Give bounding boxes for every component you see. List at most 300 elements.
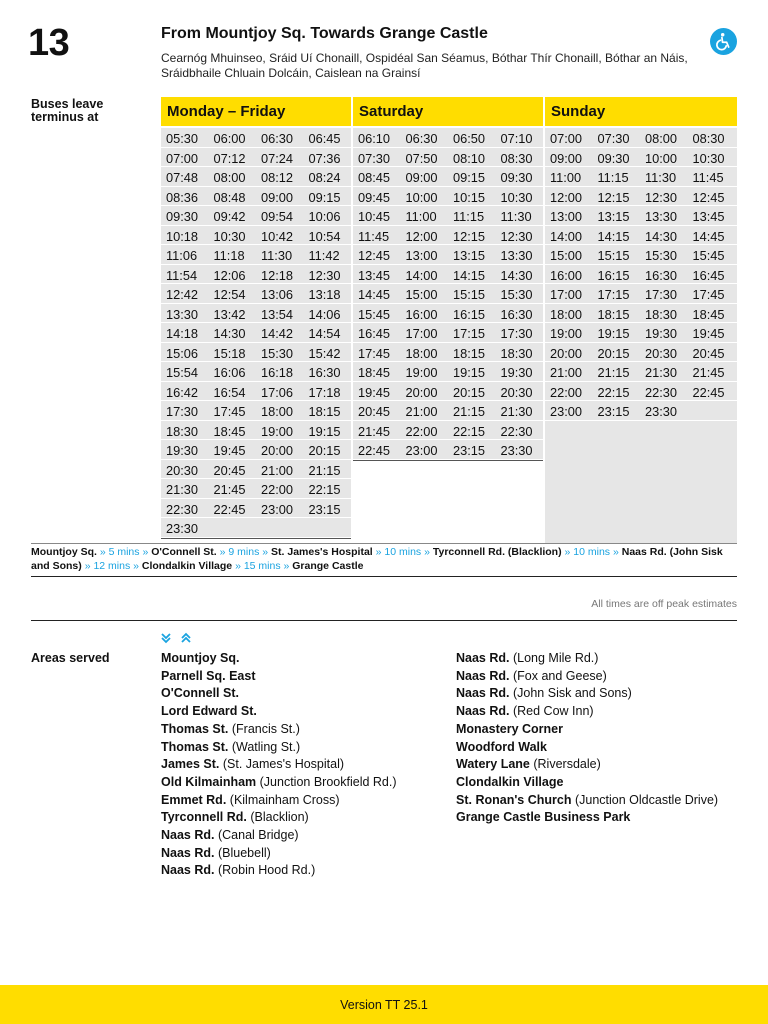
time-row	[545, 167, 737, 187]
departure-time: 13:15	[453, 248, 486, 263]
departure-time: 13:30	[500, 248, 533, 263]
time-row	[353, 284, 543, 304]
departure-time: 12:18	[261, 267, 294, 283]
departure-time: 20:30	[500, 384, 533, 400]
area-item	[161, 685, 397, 703]
area-name: Clondalkin Village	[456, 774, 564, 789]
departure-time: 22:00	[550, 384, 583, 400]
terminus-label: Buses leave terminus at	[31, 97, 104, 124]
time-row	[353, 245, 543, 265]
journey-duration: » 5 mins »	[99, 546, 149, 558]
departure-time: 09:42	[213, 209, 246, 224]
departure-time: 20:00	[261, 443, 294, 458]
departure-time: 06:00	[213, 131, 246, 146]
departure-time: 18:15	[308, 404, 341, 419]
area-name: St. Ronan's Church	[456, 792, 572, 807]
departure-time: 21:30	[166, 482, 199, 497]
departure-time: 06:10	[358, 131, 391, 146]
column-end-rule	[161, 538, 351, 539]
departure-time: 22:00	[261, 482, 294, 497]
time-row	[161, 284, 351, 304]
wheelchair-icon	[710, 28, 737, 55]
departure-time: 15:15	[597, 248, 630, 263]
departure-time: 16:00	[405, 306, 438, 322]
departure-time: 12:30	[308, 267, 341, 283]
departure-time: 11:54	[166, 267, 198, 283]
departure-time: 15:06	[166, 345, 199, 361]
departure-time: 15:00	[550, 248, 583, 263]
departure-time: 20:30	[166, 462, 199, 478]
departure-time: 20:45	[692, 345, 725, 361]
departure-time: 14:54	[308, 326, 341, 341]
departure-time: 10:18	[166, 228, 199, 244]
departure-time: 19:30	[500, 365, 533, 380]
departure-time: 07:48	[166, 170, 199, 185]
areas-served-label: Areas served	[31, 651, 110, 665]
departure-time: 22:45	[692, 384, 725, 400]
departure-time: 08:24	[308, 170, 341, 185]
time-row	[161, 148, 351, 168]
version-footer	[0, 985, 768, 1024]
time-row	[161, 382, 351, 402]
divider	[31, 543, 737, 544]
journey-stop: Clondalkin Village	[141, 559, 233, 572]
departure-time: 12:00	[405, 228, 438, 244]
time-row	[545, 401, 737, 421]
departure-time: 07:12	[213, 150, 246, 166]
area-detail: (Watling St.)	[231, 739, 301, 754]
time-row	[161, 362, 351, 382]
departure-time: 11:42	[308, 248, 340, 263]
journey-stop: Tyrconnell Rd. (Blacklion)	[432, 546, 562, 558]
departure-time: 08:30	[692, 131, 725, 146]
time-row	[353, 148, 543, 168]
area-item	[161, 845, 397, 863]
departure-time: 17:30	[500, 326, 533, 341]
departure-time: 09:15	[453, 170, 486, 185]
departure-time: 12:15	[597, 189, 630, 205]
departure-time: 21:30	[645, 365, 678, 380]
area-item	[161, 774, 397, 792]
area-detail: (Fox and Geese)	[512, 668, 607, 683]
departure-time: 17:45	[358, 345, 391, 361]
departure-time: 18:15	[453, 345, 486, 361]
area-detail: (Junction Oldcastle Drive)	[574, 792, 719, 807]
area-name: Grange Castle Business Park	[456, 810, 631, 825]
departure-time: 19:30	[166, 443, 199, 458]
departure-time: 18:30	[645, 306, 678, 322]
departure-time: 11:30	[645, 170, 677, 185]
time-row	[545, 323, 737, 343]
time-row	[161, 323, 351, 343]
departure-time: 07:50	[405, 150, 438, 166]
time-row	[161, 440, 351, 460]
departure-time: 17:00	[550, 287, 583, 302]
area-item	[161, 650, 397, 668]
time-row	[545, 206, 737, 226]
day-header: Monday – Friday	[161, 97, 353, 126]
departure-time: 15:30	[500, 287, 533, 302]
departure-time: 16:15	[453, 306, 486, 322]
time-row	[161, 421, 351, 441]
area-name: Watery Lane	[456, 757, 530, 772]
departure-time: 19:45	[692, 326, 725, 341]
departure-time: 15:00	[405, 287, 438, 302]
departure-time: 10:30	[500, 189, 533, 205]
areas-list-right	[456, 650, 718, 827]
departure-time: 18:45	[213, 423, 246, 439]
time-row	[353, 187, 543, 207]
departure-time: 06:30	[261, 131, 294, 146]
route-number: 13	[28, 22, 70, 64]
departure-time: 07:10	[500, 131, 533, 146]
departure-time: 12:45	[358, 248, 391, 263]
time-row	[353, 401, 543, 421]
departure-time: 20:00	[550, 345, 583, 361]
area-item	[456, 721, 718, 739]
departure-time: 17:45	[213, 404, 246, 419]
departure-time: 11:45	[692, 170, 724, 185]
departure-time: 09:15	[308, 189, 341, 205]
departure-time: 12:45	[692, 189, 725, 205]
departure-time: 22:15	[597, 384, 630, 400]
time-row	[545, 382, 737, 402]
departure-time: 10:00	[645, 150, 678, 166]
departure-time: 15:30	[261, 345, 294, 361]
area-item	[161, 721, 397, 739]
departure-time: 14:45	[692, 228, 725, 244]
time-row	[161, 226, 351, 246]
departure-time: 07:00	[166, 150, 199, 166]
departure-time: 12:42	[166, 287, 199, 302]
departure-time: 16:45	[692, 267, 725, 283]
area-name: James St.	[161, 757, 220, 772]
area-name: Thomas St.	[161, 721, 229, 736]
departure-time: 18:15	[597, 306, 630, 322]
area-item	[456, 809, 718, 827]
departure-time: 06:30	[405, 131, 438, 146]
departure-time: 11:30	[261, 248, 293, 263]
area-name: Naas Rd.	[456, 704, 510, 719]
time-row	[353, 323, 543, 343]
departure-time: 09:30	[500, 170, 533, 185]
departure-time: 13:54	[261, 306, 294, 322]
departure-time: 11:00	[405, 209, 437, 224]
departure-time: 21:30	[500, 404, 533, 419]
departure-time: 22:30	[645, 384, 678, 400]
departure-time: 08:30	[500, 150, 533, 166]
departure-time: 23:00	[261, 501, 294, 517]
departure-time: 11:15	[453, 209, 485, 224]
departure-time: 19:00	[405, 365, 438, 380]
departure-time: 21:15	[453, 404, 486, 419]
time-row	[161, 499, 351, 519]
area-detail: (Blacklion)	[250, 810, 309, 825]
departure-time: 14:15	[597, 228, 630, 244]
area-detail: (Long Mile Rd.)	[512, 651, 599, 665]
departure-time: 08:10	[453, 150, 486, 166]
departure-time: 22:30	[166, 501, 199, 517]
area-name: Naas Rd.	[456, 651, 510, 665]
departure-time: 18:45	[692, 306, 725, 322]
departure-time: 14:00	[550, 228, 583, 244]
time-row	[545, 265, 737, 285]
departure-time: 08:48	[213, 189, 246, 205]
area-name: Naas Rd.	[161, 828, 215, 843]
departure-time: 15:45	[358, 306, 391, 322]
area-detail: (Robin Hood Rd.)	[217, 863, 316, 878]
departure-time: 21:45	[358, 423, 391, 439]
departure-time: 13:30	[645, 209, 678, 224]
area-detail: (Junction Brookfield Rd.)	[259, 774, 397, 789]
departure-time: 20:45	[213, 462, 246, 478]
departure-time: 16:18	[261, 365, 294, 380]
area-item	[161, 739, 397, 757]
departure-time: 10:00	[405, 189, 438, 205]
departure-time: 13:00	[405, 248, 438, 263]
departure-time: 18:00	[261, 404, 294, 419]
departure-time: 21:15	[308, 462, 341, 478]
departure-time: 13:15	[597, 209, 630, 224]
departure-time: 20:45	[358, 404, 391, 419]
departure-time: 15:45	[692, 248, 725, 263]
divider	[31, 620, 737, 621]
time-row	[161, 167, 351, 187]
departure-time: 16:30	[308, 365, 341, 380]
departure-time: 13:45	[692, 209, 725, 224]
departure-time: 08:45	[358, 170, 391, 185]
area-item	[161, 862, 397, 880]
departure-time: 14:30	[645, 228, 678, 244]
weekday-column	[161, 97, 353, 539]
departure-time: 09:30	[166, 209, 199, 224]
journey-stop: St. James's Hospital	[271, 546, 373, 558]
departure-time: 14:18	[166, 326, 199, 341]
area-detail: (Riversdale)	[533, 757, 601, 772]
area-item	[161, 809, 397, 827]
departure-time: 23:30	[645, 404, 678, 419]
area-detail: (Kilmainham Cross)	[229, 792, 340, 807]
departure-time: 16:15	[597, 267, 630, 283]
departure-time: 18:00	[550, 306, 583, 322]
area-name: Naas Rd.	[161, 845, 215, 860]
time-row	[545, 362, 737, 382]
day-header: Sunday	[545, 97, 737, 126]
departure-time: 09:00	[405, 170, 438, 185]
departure-time: 13:30	[166, 306, 199, 322]
departure-time: 19:15	[308, 423, 341, 439]
time-row	[161, 401, 351, 421]
departure-time: 17:15	[597, 287, 630, 302]
area-item	[161, 827, 397, 845]
departure-time: 14:30	[213, 326, 246, 341]
departure-time: 15:18	[213, 345, 246, 361]
departure-time: 16:00	[550, 267, 583, 283]
day-times	[545, 128, 737, 543]
journey-stop: Naas Rd. (John Sisk and Sons)	[31, 546, 723, 572]
area-name: Naas Rd.	[456, 686, 510, 701]
time-row	[353, 265, 543, 285]
area-detail: (Canal Bridge)	[217, 828, 299, 843]
departure-time: 19:00	[550, 326, 583, 341]
departure-time: 13:00	[550, 209, 583, 224]
journey-duration: » 15 mins »	[235, 559, 290, 572]
time-row	[545, 245, 737, 265]
departure-time: 20:15	[453, 384, 486, 400]
departure-time: 14:45	[358, 287, 391, 302]
departure-time: 12:00	[550, 189, 583, 205]
departure-time: 14:15	[453, 267, 486, 283]
route-title: From Mountjoy Sq. Towards Grange Castle	[161, 25, 488, 42]
area-detail: (Red Cow Inn)	[512, 704, 594, 719]
departure-time: 14:42	[261, 326, 294, 341]
departure-time: 23:15	[453, 443, 486, 458]
departure-time: 21:45	[692, 365, 725, 380]
departure-time: 23:15	[308, 501, 341, 517]
off-peak-note: All times are off peak estimates	[591, 598, 737, 610]
departure-time: 10:45	[358, 209, 391, 224]
departure-time: 19:30	[645, 326, 678, 341]
departure-time: 07:30	[597, 131, 630, 146]
time-row	[545, 148, 737, 168]
time-row	[353, 304, 543, 324]
area-item	[161, 668, 397, 686]
time-row	[353, 421, 543, 441]
area-name: O'Connell St.	[161, 686, 239, 701]
time-row	[545, 343, 737, 363]
departure-time: 17:30	[645, 287, 678, 302]
departure-time: 22:45	[213, 501, 246, 517]
departure-time: 06:50	[453, 131, 486, 146]
departure-time: 09:30	[597, 150, 630, 166]
time-row	[161, 479, 351, 499]
time-row	[161, 206, 351, 226]
time-row	[545, 128, 737, 148]
departure-time: 19:45	[213, 443, 246, 458]
departure-time: 19:45	[358, 384, 391, 400]
departure-time: 08:36	[166, 189, 199, 205]
departure-time: 16:06	[213, 365, 246, 380]
departure-time: 06:45	[308, 131, 341, 146]
time-row	[353, 343, 543, 363]
area-name: Tyrconnell Rd.	[161, 810, 247, 825]
area-name: Lord Edward St.	[161, 704, 257, 719]
departure-time: 07:00	[550, 131, 583, 146]
departure-time: 21:45	[213, 482, 246, 497]
departure-time: 14:30	[500, 267, 533, 283]
departure-time: 20:15	[597, 345, 630, 361]
departure-time: 12:30	[645, 189, 678, 205]
departure-time: 10:30	[213, 228, 246, 244]
departure-time: 05:30	[166, 131, 199, 146]
departure-time: 18:45	[358, 365, 391, 380]
departure-time: 08:12	[261, 170, 294, 185]
departure-time: 08:00	[213, 170, 246, 185]
departure-time: 09:00	[261, 189, 294, 205]
departure-time: 19:15	[597, 326, 630, 341]
departure-time: 10:54	[308, 228, 341, 244]
time-row	[353, 440, 543, 460]
departure-time: 11:18	[213, 248, 245, 263]
departure-time: 22:15	[453, 423, 486, 439]
time-row	[161, 460, 351, 480]
departure-time: 15:42	[308, 345, 341, 361]
day-header: Saturday	[353, 97, 545, 126]
time-row	[161, 343, 351, 363]
departure-time: 17:06	[261, 384, 294, 400]
area-detail: (John Sisk and Sons)	[512, 686, 632, 701]
departure-time: 07:24	[261, 150, 294, 166]
departure-time: 09:54	[261, 209, 294, 224]
departure-time: 15:30	[645, 248, 678, 263]
departure-time: 13:18	[308, 287, 341, 302]
journey-duration: » 10 mins »	[564, 546, 619, 558]
departure-time: 13:45	[358, 267, 391, 283]
time-row	[545, 226, 737, 246]
journey-stop: O'Connell St.	[151, 546, 217, 558]
departure-time: 16:54	[213, 384, 246, 400]
time-row	[353, 362, 543, 382]
time-row	[161, 187, 351, 207]
time-row	[353, 128, 543, 148]
time-row	[161, 518, 351, 538]
area-item	[456, 739, 718, 757]
area-name: Woodford Walk	[456, 739, 547, 754]
departure-time: 20:00	[405, 384, 438, 400]
departure-time: 20:15	[308, 443, 341, 458]
departure-time: 20:30	[645, 345, 678, 361]
area-item	[456, 650, 718, 668]
area-name: Old Kilmainham	[161, 774, 257, 789]
departure-time: 07:36	[308, 150, 341, 166]
time-row	[161, 128, 351, 148]
direction-arrows-icon	[161, 632, 193, 647]
departure-time: 10:30	[692, 150, 725, 166]
departure-time: 18:00	[405, 345, 438, 361]
areas-list-left	[161, 650, 397, 880]
departure-time: 11:00	[550, 170, 582, 185]
area-name: Parnell Sq. East	[161, 668, 256, 683]
departure-time: 17:18	[308, 384, 341, 400]
departure-time: 23:30	[500, 443, 533, 458]
time-row	[545, 304, 737, 324]
departure-time: 22:15	[308, 482, 341, 497]
departure-time: 23:15	[597, 404, 630, 419]
column-end-rule	[353, 460, 543, 461]
area-item	[456, 792, 718, 810]
time-row	[161, 265, 351, 285]
journey-duration: » 10 mins »	[375, 546, 430, 558]
departure-time: 23:00	[405, 443, 438, 458]
departure-time: 12:15	[453, 228, 486, 244]
departure-time: 22:30	[500, 423, 533, 439]
area-item	[161, 792, 397, 810]
departure-time: 09:45	[358, 189, 391, 205]
departure-time: 23:00	[550, 404, 583, 419]
area-item	[161, 756, 397, 774]
divider	[31, 576, 737, 577]
area-name: Emmet Rd.	[161, 792, 227, 807]
departure-time: 17:00	[405, 326, 438, 341]
area-name: Thomas St.	[161, 739, 229, 754]
departure-time: 21:00	[550, 365, 583, 380]
departure-time: 13:42	[213, 306, 246, 322]
journey-stop: Grange Castle	[292, 559, 364, 572]
sunday-column	[545, 97, 737, 543]
time-row	[353, 206, 543, 226]
departure-time: 07:30	[358, 150, 391, 166]
departure-time: 15:54	[166, 365, 199, 380]
